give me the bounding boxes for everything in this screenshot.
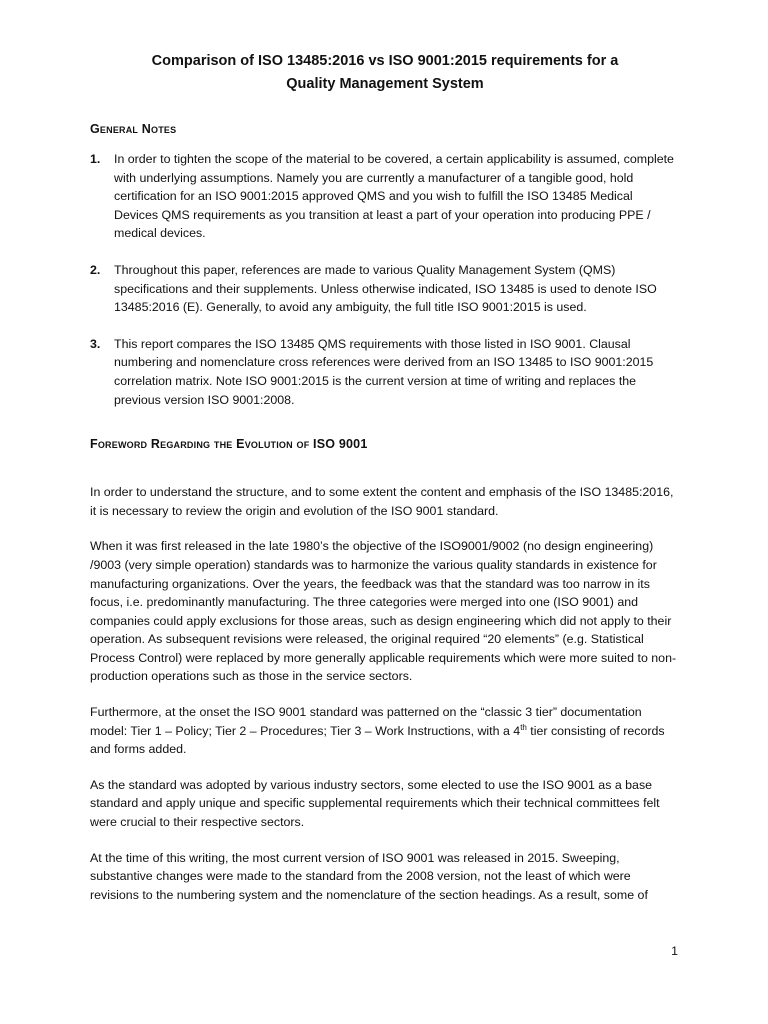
document-title	[90, 50, 680, 96]
list-item	[90, 150, 680, 243]
paragraph: At the time of this writing, the most current version of ISO 9001 was released in 2015. Sweeping, substantive changes were made to the standard from the 2008 version, not the least of which were revisions to the numbering system and the nomenclature of the section headings. As a result, some of	[90, 850, 648, 902]
list-item-text: In order to tighten the scope of the material to be covered, a certain applicability is assumed, complete with underlying assumptions. Namely you are currently a manufacturer of a tangible good, hold certification for an ISO 9001:2015 approved QMS and you wish to fulfill the ISO 13485 Medical Devices QMS requirements as you transition at least a part of your operation into producing PPE / medical devices.	[114, 152, 674, 241]
list-item-number: 3.	[90, 336, 101, 351]
paragraph-text: Furthermore, at the onset the ISO 9001 standard was patterned on the “classic 3 tier” documentation model: Tier 1 – Policy; Tier 2 – Procedures; Tier 3 – Work Instructions, with a 4	[90, 705, 642, 738]
spacer	[90, 427, 680, 437]
list-item-text: Throughout this paper, references are made to various Quality Management System (QMS) specifications and their supplements. Unless otherwise indicated, ISO 13485 is used to denote ISO 13485:2016 (E). Generally, to avoid any ambiguity, the full title ISO 9001:2015 is used.	[114, 262, 657, 315]
list-item	[90, 261, 680, 317]
title-line-2: Quality Management System	[286, 76, 484, 92]
list-item-text: This report compares the ISO 13485 QMS requirements with those listed in ISO 9001. Clausal numbering and nomenclature cross references were derived from an ISO 13485 to ISO 9001:2015 correlation matrix. Note ISO 9001:2015 is the current version at time of writing and replaces the previous version ISO 9001:2008.	[114, 336, 654, 407]
general-notes-list	[90, 150, 680, 409]
paragraph: When it was first released in the late 1980’s the objective of the ISO9001/9002 (no design engineering) /9003 (very simple operation) standards was to harmonize the various quality standards in existence for manufacturing organizations. Over the years, the feedback was that the standard was too narrow in its focus, i.e. predominantly manufacturing. The three categories were merged into one (ISO 9001) and companies could apply exclusions for those areas, such as design engineering which did not apply to their operation. As subsequent revisions were released, the original required “20 elements” (e.g. Statistical Process Control) were replaced by more generally applicable requirements which were more suited to non-production operations such as those in the service sectors.	[90, 539, 677, 684]
paragraph	[90, 703, 680, 759]
superscript-ordinal: th	[520, 722, 527, 732]
list-item-number: 1.	[90, 152, 101, 166]
paragraph: As the standard was adopted by various industry sectors, some elected to use the ISO 9001 as a base standard and apply unique and specific supplemental requirements which their technical committees felt were crucial to their respective sectors.	[90, 777, 660, 830]
paragraph: In order to understand the structure, and to some extent the content and emphasis of the ISO 13485:2016, it is necessary to review the origin and evolution of the ISO 9001 standard.	[90, 485, 674, 518]
list-item-number: 2.	[90, 262, 101, 277]
paragraph-text: tier consisting of records and forms added.	[90, 723, 665, 757]
foreword-heading: Foreword Regarding the Evolution of ISO 9001	[90, 437, 368, 452]
page-number: 1	[671, 944, 678, 958]
list-item	[90, 335, 680, 409]
title-line-1: Comparison of ISO 13485:2016 vs ISO 9001:2015 requirements for a	[151, 53, 619, 69]
general-notes-heading: General Notes	[90, 122, 177, 136]
